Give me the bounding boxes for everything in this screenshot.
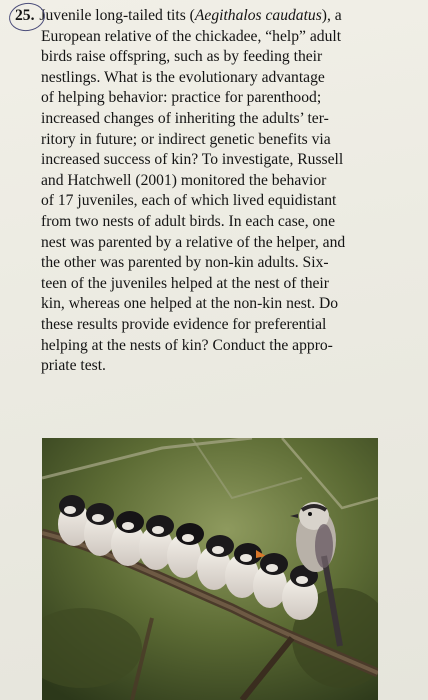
problem-line: nest was parented by a relative of the helper, and [41, 233, 346, 251]
problem-line [14, 6, 412, 27]
problem-line: these results provide evidence for preferential [41, 315, 327, 333]
problem-line: from two nests of adult birds. In each case, one [41, 212, 336, 230]
problem-line: ritory in future; or indirect genetic benefits via [41, 130, 331, 148]
problem-line: the other was parented by non-kin adults. Six- [41, 254, 329, 272]
problem-line: of 17 juveniles, each of which lived equidistant [41, 192, 337, 210]
long-tailed-tits-illustration [42, 438, 378, 700]
bird-photo [42, 438, 378, 700]
problem-line: nestlings. What is the evolutionary advantage [41, 68, 325, 86]
problem-line: kin, whereas one helped at the non-kin nest. Do [41, 295, 339, 313]
problem-line: of helping behavior: practice for parenthood; [41, 89, 322, 107]
problem-text: ), a [321, 7, 342, 24]
problem-line: increased changes of inheriting the adults’ ter- [41, 109, 329, 127]
problem-line: birds raise offspring, such as by feeding their [41, 48, 323, 66]
problem-line: and Hatchwell (2001) monitored the behavior [41, 171, 327, 189]
problem-line: helping at the nests of kin? Conduct the appro- [41, 336, 333, 354]
problem-text: Juvenile long-tailed tits ( [39, 7, 195, 24]
problem-line: teen of the juveniles helped at the nest of their [41, 274, 329, 292]
problem-line: increased success of kin? To investigate, Russell [41, 151, 344, 169]
problem-25 [14, 6, 412, 377]
problem-line: priate test. [41, 357, 106, 375]
scientific-name: Aegithalos caudatus [194, 7, 322, 24]
problem-number: 25. [14, 6, 36, 27]
problem-line: European relative of the chickadee, “help” adult [41, 27, 342, 45]
